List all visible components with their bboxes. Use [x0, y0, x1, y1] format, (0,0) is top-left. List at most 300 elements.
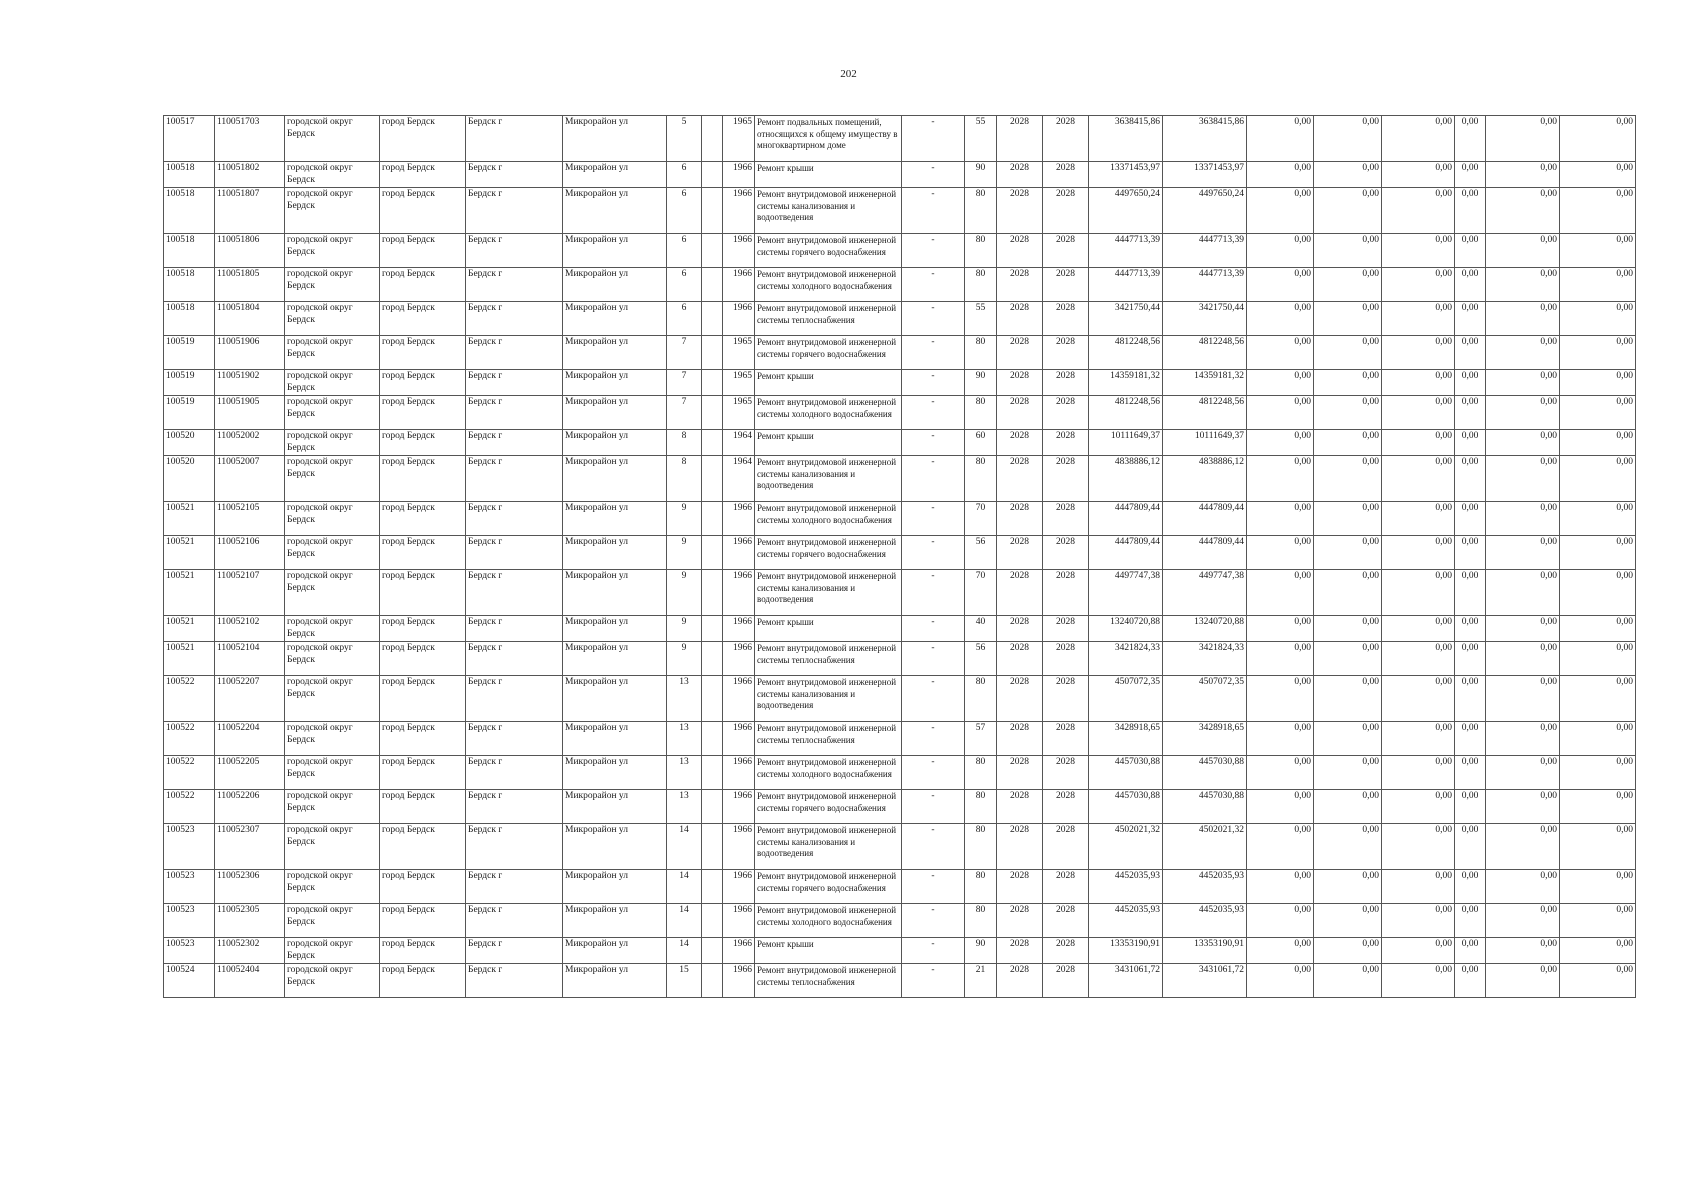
- table-row: [164, 938, 1636, 964]
- locality-cell: Бердск г: [466, 964, 563, 998]
- amount-cell: 0,00: [1486, 824, 1560, 870]
- amount-cell: 0,00: [1314, 456, 1382, 502]
- amount-cell: 0,00: [1314, 162, 1382, 188]
- total-cost-cell: 4812248,56: [1089, 396, 1163, 430]
- plan-year-end-cell: 2028: [1043, 570, 1089, 616]
- amount-cell: 0,00: [1247, 268, 1314, 302]
- table-row: [164, 268, 1636, 302]
- settlement-cell: город Бердск: [380, 964, 466, 998]
- wear-percent-cell: 40: [965, 616, 997, 642]
- amount-cell: 0,00: [1314, 268, 1382, 302]
- row-id: 100519: [164, 336, 215, 370]
- plan-year-end-cell: 2028: [1043, 456, 1089, 502]
- amount-cell: 0,00: [1382, 116, 1455, 162]
- house-number-cell: 8: [667, 430, 702, 456]
- row-id: 100523: [164, 870, 215, 904]
- work-type-cell: Ремонт внутридомовой инженерной системы горячего водоснабжения: [755, 536, 902, 570]
- locality-cell: Бердск г: [466, 456, 563, 502]
- plan-year-start-cell: 2028: [997, 938, 1043, 964]
- locality-cell: Бердск г: [466, 502, 563, 536]
- amount-cell: 0,00: [1455, 824, 1486, 870]
- amount-cell: 0,00: [1247, 456, 1314, 502]
- house-number-cell: 9: [667, 536, 702, 570]
- plan-year-start-cell: 2028: [997, 790, 1043, 824]
- row-id: 100520: [164, 456, 215, 502]
- amount-cell: 0,00: [1486, 938, 1560, 964]
- house-number-cell: 6: [667, 302, 702, 336]
- plan-year-end-cell: 2028: [1043, 268, 1089, 302]
- wear-percent-cell: 80: [965, 870, 997, 904]
- house-number-cell: 9: [667, 570, 702, 616]
- amount-cell: 0,00: [1486, 964, 1560, 998]
- table-row: [164, 870, 1636, 904]
- table-row: [164, 824, 1636, 870]
- amount-cell: 0,00: [1314, 430, 1382, 456]
- amount-cell: 0,00: [1314, 722, 1382, 756]
- empty-cell: [702, 756, 723, 790]
- plan-year-end-cell: 2028: [1043, 396, 1089, 430]
- build-year-cell: 1966: [723, 302, 755, 336]
- amount-cell: 0,00: [1247, 790, 1314, 824]
- amount-cell: 0,00: [1382, 870, 1455, 904]
- amount-cell: 0,00: [1314, 824, 1382, 870]
- empty-cell: [702, 430, 723, 456]
- house-number-cell: 9: [667, 642, 702, 676]
- street-cell: Микрорайон ул: [563, 456, 667, 502]
- amount-cell: 0,00: [1314, 616, 1382, 642]
- amount-cell: 0,00: [1560, 302, 1636, 336]
- amount-cell: 0,00: [1314, 370, 1382, 396]
- street-cell: Микрорайон ул: [563, 268, 667, 302]
- fund-cost-cell: 4452035,93: [1163, 870, 1247, 904]
- amount-cell: 0,00: [1455, 616, 1486, 642]
- amount-cell: 0,00: [1382, 964, 1455, 998]
- total-cost-cell: 4452035,93: [1089, 870, 1163, 904]
- row-code: 110051806: [215, 234, 285, 268]
- total-cost-cell: 3421824,33: [1089, 642, 1163, 676]
- street-cell: Микрорайон ул: [563, 336, 667, 370]
- row-code: 110052306: [215, 870, 285, 904]
- fund-cost-cell: 13371453,97: [1163, 162, 1247, 188]
- wear-percent-cell: 90: [965, 370, 997, 396]
- empty-cell: [702, 234, 723, 268]
- amount-cell: 0,00: [1247, 904, 1314, 938]
- street-cell: Микрорайон ул: [563, 370, 667, 396]
- wear-percent-cell: 80: [965, 396, 997, 430]
- table-row: [164, 676, 1636, 722]
- amount-cell: 0,00: [1486, 396, 1560, 430]
- amount-cell: 0,00: [1455, 790, 1486, 824]
- table-row: [164, 396, 1636, 430]
- locality-cell: Бердск г: [466, 722, 563, 756]
- wear-percent-cell: 90: [965, 162, 997, 188]
- locality-cell: Бердск г: [466, 904, 563, 938]
- amount-cell: 0,00: [1486, 162, 1560, 188]
- amount-cell: 0,00: [1314, 938, 1382, 964]
- locality-cell: Бердск г: [466, 570, 563, 616]
- plan-year-start-cell: 2028: [997, 824, 1043, 870]
- build-year-cell: 1966: [723, 938, 755, 964]
- row-id: 100518: [164, 162, 215, 188]
- work-type-cell: Ремонт внутридомовой инженерной системы канализования и водоотведения: [755, 676, 902, 722]
- amount-cell: 0,00: [1455, 188, 1486, 234]
- fund-cost-cell: 10111649,37: [1163, 430, 1247, 456]
- build-year-cell: 1966: [723, 502, 755, 536]
- empty-cell: [702, 116, 723, 162]
- plan-year-end-cell: 2028: [1043, 938, 1089, 964]
- total-cost-cell: 13371453,97: [1089, 162, 1163, 188]
- amount-cell: 0,00: [1382, 756, 1455, 790]
- amount-cell: 0,00: [1382, 336, 1455, 370]
- amount-cell: 0,00: [1382, 938, 1455, 964]
- table-row: [164, 642, 1636, 676]
- dash-cell: -: [902, 370, 965, 396]
- amount-cell: 0,00: [1560, 116, 1636, 162]
- plan-year-start-cell: 2028: [997, 268, 1043, 302]
- plan-year-end-cell: 2028: [1043, 370, 1089, 396]
- municipality-cell: городской округ Бердск: [285, 396, 380, 430]
- street-cell: Микрорайон ул: [563, 430, 667, 456]
- page-number: 202: [840, 68, 857, 80]
- amount-cell: 0,00: [1455, 722, 1486, 756]
- row-code: 110051804: [215, 302, 285, 336]
- house-number-cell: 7: [667, 336, 702, 370]
- work-type-cell: Ремонт внутридомовой инженерной системы горячего водоснабжения: [755, 336, 902, 370]
- municipality-cell: городской округ Бердск: [285, 188, 380, 234]
- build-year-cell: 1966: [723, 268, 755, 302]
- amount-cell: 0,00: [1560, 430, 1636, 456]
- amount-cell: 0,00: [1247, 870, 1314, 904]
- plan-year-end-cell: 2028: [1043, 904, 1089, 938]
- amount-cell: 0,00: [1486, 790, 1560, 824]
- plan-year-end-cell: 2028: [1043, 502, 1089, 536]
- amount-cell: 0,00: [1455, 502, 1486, 536]
- amount-cell: 0,00: [1247, 536, 1314, 570]
- total-cost-cell: 14359181,32: [1089, 370, 1163, 396]
- wear-percent-cell: 80: [965, 234, 997, 268]
- plan-year-start-cell: 2028: [997, 536, 1043, 570]
- row-code: 110051805: [215, 268, 285, 302]
- locality-cell: Бердск г: [466, 536, 563, 570]
- amount-cell: 0,00: [1455, 938, 1486, 964]
- amount-cell: 0,00: [1455, 536, 1486, 570]
- house-number-cell: 14: [667, 938, 702, 964]
- settlement-cell: город Бердск: [380, 430, 466, 456]
- build-year-cell: 1966: [723, 676, 755, 722]
- amount-cell: 0,00: [1560, 938, 1636, 964]
- empty-cell: [702, 676, 723, 722]
- work-type-cell: Ремонт внутридомовой инженерной системы канализования и водоотведения: [755, 188, 902, 234]
- amount-cell: 0,00: [1247, 302, 1314, 336]
- house-number-cell: 14: [667, 870, 702, 904]
- build-year-cell: 1966: [723, 162, 755, 188]
- municipality-cell: городской округ Бердск: [285, 676, 380, 722]
- settlement-cell: город Бердск: [380, 790, 466, 824]
- house-number-cell: 6: [667, 268, 702, 302]
- total-cost-cell: 3431061,72: [1089, 964, 1163, 998]
- table-row: [164, 722, 1636, 756]
- fund-cost-cell: 4447809,44: [1163, 502, 1247, 536]
- amount-cell: 0,00: [1560, 964, 1636, 998]
- table-row: [164, 904, 1636, 938]
- plan-year-start-cell: 2028: [997, 756, 1043, 790]
- empty-cell: [702, 904, 723, 938]
- house-number-cell: 7: [667, 396, 702, 430]
- work-type-cell: Ремонт крыши: [755, 938, 902, 964]
- work-type-cell: Ремонт внутридомовой инженерной системы канализования и водоотведения: [755, 824, 902, 870]
- fund-cost-cell: 4497650,24: [1163, 188, 1247, 234]
- amount-cell: 0,00: [1247, 616, 1314, 642]
- total-cost-cell: 13240720,88: [1089, 616, 1163, 642]
- amount-cell: 0,00: [1314, 570, 1382, 616]
- amount-cell: 0,00: [1560, 722, 1636, 756]
- row-id: 100518: [164, 268, 215, 302]
- row-id: 100521: [164, 616, 215, 642]
- fund-cost-cell: 4447713,39: [1163, 234, 1247, 268]
- row-code: 110052206: [215, 790, 285, 824]
- locality-cell: Бердск г: [466, 870, 563, 904]
- work-type-cell: Ремонт подвальных помещений, относящихся к общему имуществу в многоквартирном доме: [755, 116, 902, 162]
- house-number-cell: 5: [667, 116, 702, 162]
- wear-percent-cell: 56: [965, 642, 997, 676]
- empty-cell: [702, 396, 723, 430]
- municipality-cell: городской округ Бердск: [285, 234, 380, 268]
- amount-cell: 0,00: [1382, 396, 1455, 430]
- settlement-cell: город Бердск: [380, 456, 466, 502]
- amount-cell: 0,00: [1314, 234, 1382, 268]
- amount-cell: 0,00: [1247, 336, 1314, 370]
- amount-cell: 0,00: [1382, 502, 1455, 536]
- fund-cost-cell: 3431061,72: [1163, 964, 1247, 998]
- plan-year-start-cell: 2028: [997, 904, 1043, 938]
- house-number-cell: 9: [667, 502, 702, 536]
- municipality-cell: городской округ Бердск: [285, 964, 380, 998]
- amount-cell: 0,00: [1382, 234, 1455, 268]
- plan-year-end-cell: 2028: [1043, 790, 1089, 824]
- dash-cell: -: [902, 870, 965, 904]
- municipality-cell: городской округ Бердск: [285, 268, 380, 302]
- total-cost-cell: 3421750,44: [1089, 302, 1163, 336]
- row-id: 100518: [164, 188, 215, 234]
- municipality-cell: городской округ Бердск: [285, 824, 380, 870]
- amount-cell: 0,00: [1486, 676, 1560, 722]
- house-number-cell: 6: [667, 234, 702, 268]
- municipality-cell: городской округ Бердск: [285, 116, 380, 162]
- street-cell: Микрорайон ул: [563, 536, 667, 570]
- amount-cell: 0,00: [1382, 430, 1455, 456]
- plan-year-start-cell: 2028: [997, 188, 1043, 234]
- row-id: 100521: [164, 502, 215, 536]
- build-year-cell: 1966: [723, 790, 755, 824]
- municipality-cell: городской округ Бердск: [285, 456, 380, 502]
- municipality-cell: городской округ Бердск: [285, 756, 380, 790]
- house-number-cell: 6: [667, 188, 702, 234]
- plan-year-end-cell: 2028: [1043, 116, 1089, 162]
- work-type-cell: Ремонт внутридомовой инженерной системы холодного водоснабжения: [755, 756, 902, 790]
- amount-cell: 0,00: [1560, 642, 1636, 676]
- dash-cell: -: [902, 234, 965, 268]
- dash-cell: -: [902, 188, 965, 234]
- settlement-cell: город Бердск: [380, 676, 466, 722]
- amount-cell: 0,00: [1314, 396, 1382, 430]
- total-cost-cell: 4452035,93: [1089, 904, 1163, 938]
- amount-cell: 0,00: [1382, 456, 1455, 502]
- municipality-cell: городской округ Бердск: [285, 430, 380, 456]
- settlement-cell: город Бердск: [380, 302, 466, 336]
- amount-cell: 0,00: [1560, 676, 1636, 722]
- wear-percent-cell: 90: [965, 938, 997, 964]
- row-code: 110052404: [215, 964, 285, 998]
- street-cell: Микрорайон ул: [563, 756, 667, 790]
- wear-percent-cell: 80: [965, 904, 997, 938]
- fund-cost-cell: 3421750,44: [1163, 302, 1247, 336]
- dash-cell: -: [902, 938, 965, 964]
- amount-cell: 0,00: [1560, 502, 1636, 536]
- row-id: 100523: [164, 904, 215, 938]
- table-row: [164, 162, 1636, 188]
- amount-cell: 0,00: [1455, 268, 1486, 302]
- build-year-cell: 1966: [723, 570, 755, 616]
- house-number-cell: 13: [667, 756, 702, 790]
- municipality-cell: городской округ Бердск: [285, 616, 380, 642]
- capital-repair-table: [163, 115, 1636, 998]
- amount-cell: 0,00: [1247, 234, 1314, 268]
- amount-cell: 0,00: [1314, 790, 1382, 824]
- row-code: 110052305: [215, 904, 285, 938]
- work-type-cell: Ремонт внутридомовой инженерной системы холодного водоснабжения: [755, 904, 902, 938]
- row-code: 110052207: [215, 676, 285, 722]
- locality-cell: Бердск г: [466, 642, 563, 676]
- amount-cell: 0,00: [1455, 396, 1486, 430]
- locality-cell: Бердск г: [466, 162, 563, 188]
- street-cell: Микрорайон ул: [563, 234, 667, 268]
- house-number-cell: 13: [667, 676, 702, 722]
- plan-year-start-cell: 2028: [997, 116, 1043, 162]
- plan-year-end-cell: 2028: [1043, 430, 1089, 456]
- amount-cell: 0,00: [1560, 234, 1636, 268]
- amount-cell: 0,00: [1486, 268, 1560, 302]
- row-id: 100521: [164, 536, 215, 570]
- amount-cell: 0,00: [1486, 336, 1560, 370]
- amount-cell: 0,00: [1247, 964, 1314, 998]
- dash-cell: -: [902, 162, 965, 188]
- total-cost-cell: 4812248,56: [1089, 336, 1163, 370]
- municipality-cell: городской округ Бердск: [285, 642, 380, 676]
- amount-cell: 0,00: [1455, 430, 1486, 456]
- amount-cell: 0,00: [1486, 234, 1560, 268]
- settlement-cell: город Бердск: [380, 870, 466, 904]
- fund-cost-cell: 4447809,44: [1163, 536, 1247, 570]
- wear-percent-cell: 80: [965, 824, 997, 870]
- row-code: 110052002: [215, 430, 285, 456]
- locality-cell: Бердск г: [466, 396, 563, 430]
- row-id: 100517: [164, 116, 215, 162]
- plan-year-end-cell: 2028: [1043, 722, 1089, 756]
- amount-cell: 0,00: [1560, 570, 1636, 616]
- build-year-cell: 1965: [723, 370, 755, 396]
- row-id: 100518: [164, 302, 215, 336]
- work-type-cell: Ремонт внутридомовой инженерной системы канализования и водоотведения: [755, 456, 902, 502]
- build-year-cell: 1966: [723, 722, 755, 756]
- settlement-cell: город Бердск: [380, 938, 466, 964]
- amount-cell: 0,00: [1382, 824, 1455, 870]
- locality-cell: Бердск г: [466, 790, 563, 824]
- amount-cell: 0,00: [1560, 188, 1636, 234]
- amount-cell: 0,00: [1382, 676, 1455, 722]
- build-year-cell: 1966: [723, 536, 755, 570]
- amount-cell: 0,00: [1560, 268, 1636, 302]
- empty-cell: [702, 162, 723, 188]
- table-row: [164, 234, 1636, 268]
- locality-cell: Бердск г: [466, 938, 563, 964]
- municipality-cell: городской округ Бердск: [285, 870, 380, 904]
- total-cost-cell: 4457030,88: [1089, 756, 1163, 790]
- amount-cell: 0,00: [1382, 570, 1455, 616]
- fund-cost-cell: 13240720,88: [1163, 616, 1247, 642]
- table-body: [164, 116, 1636, 998]
- amount-cell: 0,00: [1486, 756, 1560, 790]
- dash-cell: -: [902, 430, 965, 456]
- settlement-cell: город Бердск: [380, 904, 466, 938]
- dash-cell: -: [902, 676, 965, 722]
- amount-cell: 0,00: [1455, 904, 1486, 938]
- amount-cell: 0,00: [1314, 904, 1382, 938]
- plan-year-end-cell: 2028: [1043, 642, 1089, 676]
- locality-cell: Бердск г: [466, 234, 563, 268]
- table-row: [164, 430, 1636, 456]
- wear-percent-cell: 60: [965, 430, 997, 456]
- work-type-cell: Ремонт крыши: [755, 370, 902, 396]
- work-type-cell: Ремонт внутридомовой инженерной системы холодного водоснабжения: [755, 268, 902, 302]
- amount-cell: 0,00: [1560, 162, 1636, 188]
- work-type-cell: Ремонт внутридомовой инженерной системы холодного водоснабжения: [755, 502, 902, 536]
- empty-cell: [702, 456, 723, 502]
- amount-cell: 0,00: [1314, 502, 1382, 536]
- locality-cell: Бердск г: [466, 756, 563, 790]
- plan-year-start-cell: 2028: [997, 336, 1043, 370]
- street-cell: Микрорайон ул: [563, 642, 667, 676]
- amount-cell: 0,00: [1560, 336, 1636, 370]
- fund-cost-cell: 4812248,56: [1163, 396, 1247, 430]
- row-id: 100523: [164, 938, 215, 964]
- build-year-cell: 1966: [723, 642, 755, 676]
- plan-year-start-cell: 2028: [997, 302, 1043, 336]
- empty-cell: [702, 188, 723, 234]
- plan-year-start-cell: 2028: [997, 370, 1043, 396]
- table-row: [164, 336, 1636, 370]
- wear-percent-cell: 57: [965, 722, 997, 756]
- dash-cell: -: [902, 790, 965, 824]
- amount-cell: 0,00: [1560, 824, 1636, 870]
- work-type-cell: Ремонт внутридомовой инженерной системы теплоснабжения: [755, 722, 902, 756]
- amount-cell: 0,00: [1314, 756, 1382, 790]
- amount-cell: 0,00: [1486, 370, 1560, 396]
- plan-year-end-cell: 2028: [1043, 756, 1089, 790]
- street-cell: Микрорайон ул: [563, 616, 667, 642]
- plan-year-start-cell: 2028: [997, 162, 1043, 188]
- amount-cell: 0,00: [1382, 536, 1455, 570]
- fund-cost-cell: 4497747,38: [1163, 570, 1247, 616]
- wear-percent-cell: 56: [965, 536, 997, 570]
- amount-cell: 0,00: [1382, 188, 1455, 234]
- dash-cell: -: [902, 824, 965, 870]
- street-cell: Микрорайон ул: [563, 162, 667, 188]
- street-cell: Микрорайон ул: [563, 302, 667, 336]
- amount-cell: 0,00: [1314, 188, 1382, 234]
- fund-cost-cell: 3421824,33: [1163, 642, 1247, 676]
- dash-cell: -: [902, 302, 965, 336]
- dash-cell: -: [902, 502, 965, 536]
